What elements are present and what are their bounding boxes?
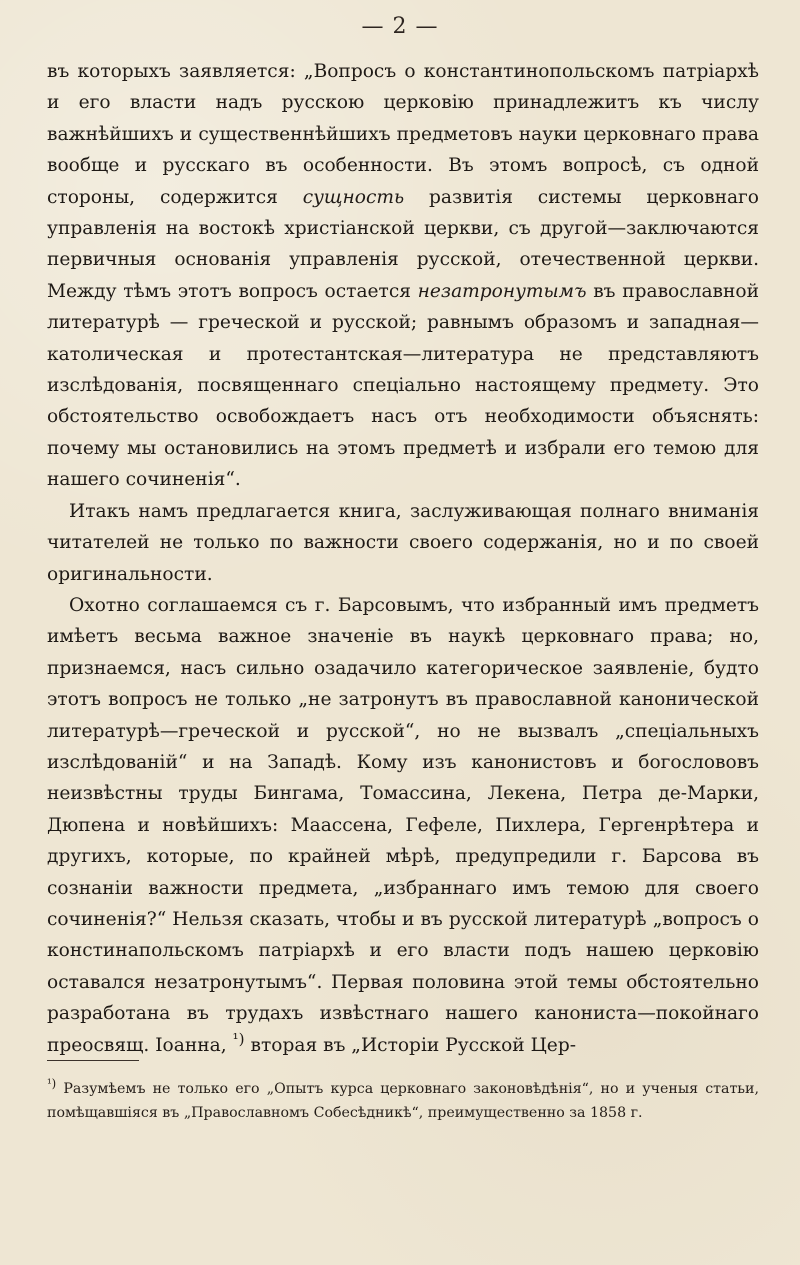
emphasis-nezatronutym: незатронутымъ xyxy=(417,280,587,302)
footnote-separator xyxy=(47,1060,139,1061)
main-text xyxy=(47,56,759,1061)
paragraph-1-part-2: развитія системы церковнаго управленія на востокѣ христіанской церкви, съ другой—заключаются первичныя основанія управленія русской, отечественной церкви. Между тѣмъ этотъ вопросъ остается xyxy=(47,186,759,302)
paragraph-3-part-2: вторая въ „Исторіи Русской Цер- xyxy=(244,1034,577,1056)
paragraph-2: Итакъ намъ предлагается книга, заслуживающая полнаго вниманія читателей не только по важности своего содержанія, но и по своей оригинальности. xyxy=(47,500,759,585)
page-number: — 2 — xyxy=(361,14,439,39)
paragraph-3-part-1: Охотно соглашаемся съ г. Барсовымъ, что избранный имъ предметъ имѣетъ весьма важное значеніе въ наукѣ церковнаго права; но, признаемся, насъ сильно озадачило категорическое заявленіе, будто этотъ вопросъ не только „не затронутъ въ православной канонической литературѣ—греческой и русской“, но не вызвалъ „спеціальныхъ изслѣдованій“ и на Западѣ. Кому изъ канонистовъ и богослововъ неизвѣстны труды Бингама, Томассина, Лекена, Петра де-Марки, Дюпена и новѣйшихъ: Маассена, Гефеле, Пихлера, Гергенрѣтера и другихъ, которые, по крайней мѣрѣ, предупредили г. Барсова въ сознаніи важности предмета, „избраннаго имъ темою для своего сочиненія?“ Нельзя сказать, чтобы и въ русской литературѣ „вопросъ о констинапольскомъ патріархѣ и его власти подъ нашею церковію оставался незатронутымъ“. Первая половина этой темы обстоятельно разработана въ трудахъ извѣстнаго нашего канониста—покойнаго преосвящ. Іоанна, xyxy=(47,594,759,1056)
emphasis-sushchnost: сущность xyxy=(302,186,405,208)
paragraph-1-part-3: въ православной литературѣ — греческой и русской; равнымъ образомъ и западная—католическая и протестантская—литература не представляютъ изслѣдованія, посвященнаго спеціально настоящему предмету. Это обстоятельство освобождаетъ насъ отъ необходимости объяснять: почему мы остановились на этомъ предметѣ и избрали его темою для нашего сочиненія“. xyxy=(47,280,760,491)
footnotes xyxy=(47,1077,759,1125)
footnote-marker: ¹) xyxy=(47,1076,57,1091)
footnote-text: Разумѣемъ не только его „Опытъ курса церковнаго законовѣдѣнія“, но и ученыя статьи, помѣщавшіяся въ „Православномъ Собесѣдникѣ“, преимущественно за 1858 г. xyxy=(47,1081,759,1121)
paragraph-3 xyxy=(47,590,759,1061)
paragraph-1-part-1: въ которыхъ заявляется: „Вопросъ о константинопольскомъ патріархѣ и его власти надъ русскою церковію принадлежитъ къ числу важнѣйшихъ и существеннѣйшихъ предметовъ науки церковнаго права вообще и русскаго въ особенности. Въ этомъ вопросѣ, съ одной стороны, содержится xyxy=(47,61,759,208)
footnote-reference: ¹) xyxy=(232,1029,245,1048)
footnote xyxy=(47,1077,759,1125)
paragraph-1 xyxy=(47,56,759,496)
